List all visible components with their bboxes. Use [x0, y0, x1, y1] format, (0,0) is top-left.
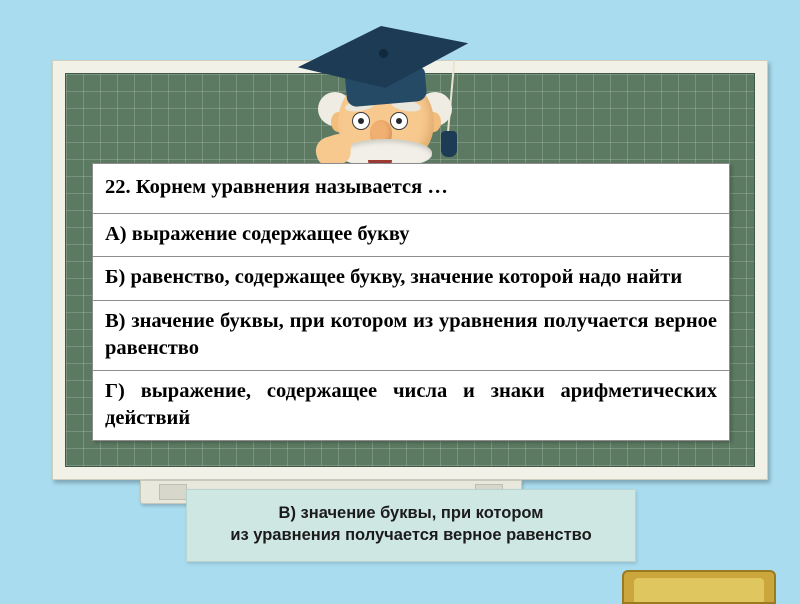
answer-option-b[interactable]: Б) равенство, содержащее букву, значение которой надо найти	[93, 257, 729, 301]
pupil-right	[396, 118, 402, 124]
pupil-left	[358, 118, 364, 124]
eye-left	[352, 112, 370, 130]
answer-option-a[interactable]: А) выражение содержащее букву	[93, 214, 729, 258]
school-desk-icon	[622, 570, 776, 604]
question-title: 22. Корнем уравнения называется …	[93, 164, 729, 214]
desk-surface	[634, 578, 764, 602]
correct-answer-banner	[186, 489, 636, 562]
cap-tassel	[441, 131, 457, 157]
eye-right	[390, 112, 408, 130]
answer-option-v[interactable]: В) значение буквы, при котором из уравнения получается верное равенство	[93, 301, 729, 371]
answer-option-g[interactable]: Г) выражение, содержащее числа и знаки арифметических действий	[105, 380, 717, 429]
correct-answer-line-1: В) значение буквы, при котором	[278, 504, 544, 522]
question-card	[92, 163, 730, 441]
cap-button	[379, 49, 388, 58]
professor-character-icon	[290, 8, 500, 188]
correct-answer-line-2: из уравнения получается верное равенство	[230, 526, 592, 545]
